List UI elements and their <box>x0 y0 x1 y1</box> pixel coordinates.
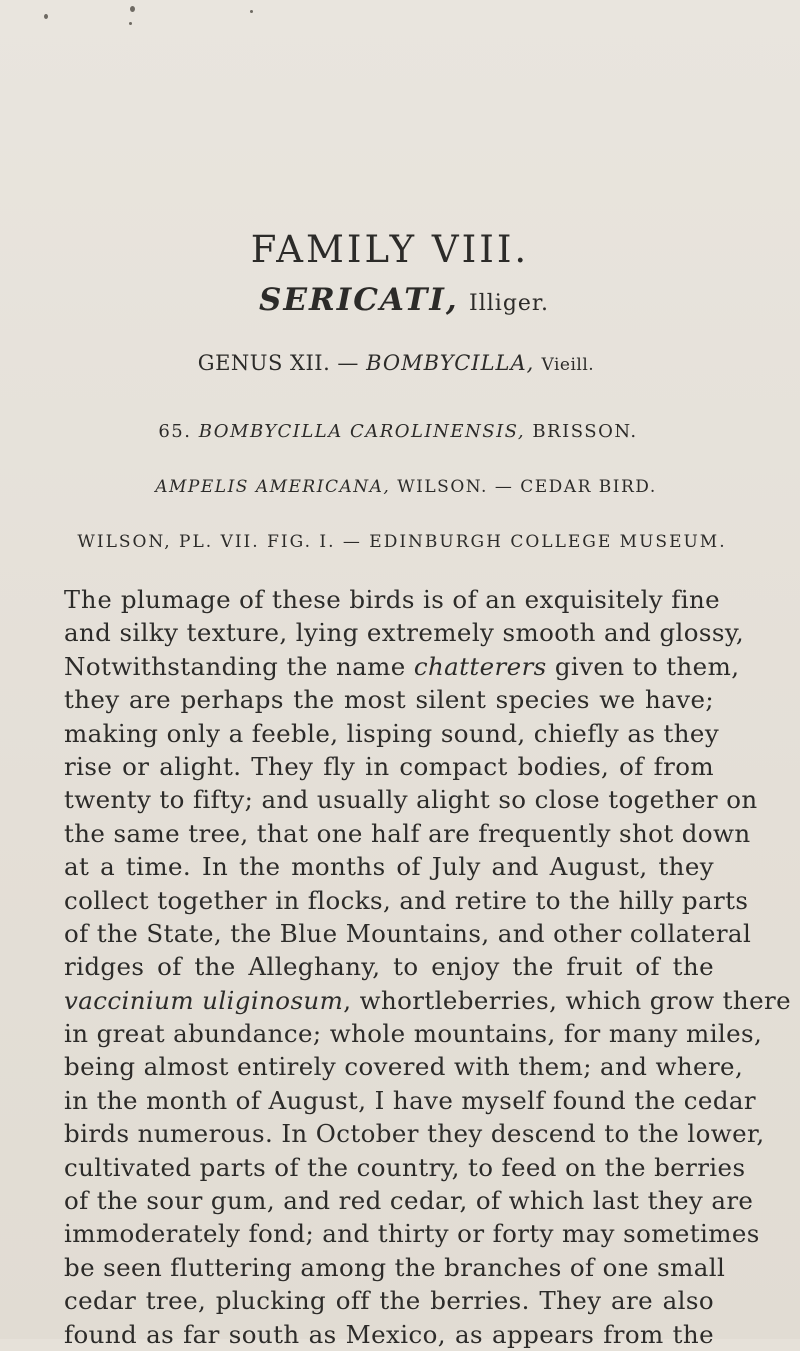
text-line <box>64 884 749 917</box>
species-author: BRISSON. <box>532 421 638 442</box>
text-span: cultivated parts of the country, to feed on the berries <box>64 1152 746 1182</box>
synonym-heading <box>6 477 800 497</box>
text-span: found as far south as Mexico, as appears from the <box>64 1319 714 1349</box>
paper-speck <box>44 14 48 19</box>
text-line <box>64 1151 746 1184</box>
text-line <box>64 917 752 950</box>
text-span: cedar tree, plucking off the berries. They are also <box>64 1286 714 1316</box>
text-span: of the sour gum, and red cedar, of which last they are <box>64 1186 754 1216</box>
reference-line <box>2 532 800 552</box>
text-line <box>64 1184 754 1217</box>
text-line <box>64 1117 765 1150</box>
order-name: SERICATI, <box>258 282 459 318</box>
text-line <box>64 1084 757 1117</box>
text-span: birds numerous. In October they descend to the lower, <box>64 1119 765 1149</box>
text-line <box>64 950 714 983</box>
text-span: , whortleberries, which grow there <box>343 985 792 1015</box>
text-span: being almost entirely covered with them; and where, <box>64 1052 744 1082</box>
genus-heading <box>0 351 796 375</box>
text-span: in great abundance; whole mountains, for many miles, <box>64 1019 763 1049</box>
paper-speck <box>250 10 253 13</box>
text-line <box>64 1217 760 1250</box>
text-span: given to them, <box>546 651 740 681</box>
paper-speck <box>130 6 135 12</box>
text-span: rise or alight. They fly in compact bodies, of from <box>64 751 714 781</box>
text-span: twenty to fifty; and usually alight so close together on <box>64 785 758 815</box>
italic-term: vaccinium uliginosum <box>64 985 344 1015</box>
text-span: of the State, the Blue Mountains, and other collateral <box>64 918 752 948</box>
text-line <box>64 984 792 1017</box>
order-author: Illiger. <box>469 291 550 316</box>
text-line <box>64 1050 744 1083</box>
genus-author: Vieill. <box>541 355 595 375</box>
text-span: collect together in flocks, and retire to the hilly parts <box>64 885 749 915</box>
text-line <box>64 783 758 816</box>
species-heading <box>0 421 798 442</box>
text-span: making only a feeble, lisping sound, chiefly as they <box>64 718 720 748</box>
family-heading <box>0 228 790 271</box>
synonym-name: AMPELIS AMERICANA, <box>155 477 391 497</box>
text-span: at a time. In the months of July and August, they <box>64 852 714 882</box>
text-line <box>64 583 721 616</box>
drop-word: The <box>64 586 113 614</box>
text-span: plumage of these birds is of an exquisitely fine <box>112 585 721 614</box>
text-line <box>64 683 714 716</box>
text-line <box>64 817 751 850</box>
text-span: and silky texture, lying extremely smooth and glossy, <box>64 618 745 648</box>
body-paragraph <box>64 583 792 1351</box>
text-line <box>64 1318 714 1351</box>
text-line <box>64 850 714 883</box>
text-span: be seen fluttering among the branches of one small <box>64 1252 726 1282</box>
text-line <box>64 750 714 783</box>
italic-term: chatterers <box>413 651 547 681</box>
text-span: ridges of the Alleghany, to enjoy the fruit of the <box>64 952 714 982</box>
text-span: they are perhaps the most silent species we have; <box>64 685 714 715</box>
species-number: 65. <box>158 421 192 442</box>
paper-speck <box>129 22 132 25</box>
genus-prefix: GENUS XII. — <box>197 351 367 375</box>
reference-text: WILSON, PL. VII. FIG. I. — EDINBURGH COLLEGE MUSEUM. <box>77 532 727 552</box>
text-line <box>64 1284 714 1317</box>
text-line <box>64 1251 726 1284</box>
text-span: in the month of August, I have myself found the cedar <box>64 1085 757 1115</box>
order-heading <box>4 282 800 318</box>
text-line <box>64 717 720 750</box>
text-span: immoderately fond; and thirty or forty may sometimes <box>64 1219 760 1249</box>
synonym-rest: WILSON. — CEDAR BIRD. <box>397 477 657 497</box>
species-name: BOMBYCILLA CAROLINENSIS, <box>198 421 526 442</box>
text-line <box>64 650 740 683</box>
text-line <box>64 616 745 649</box>
text-span: the same tree, that one half are frequently shot down <box>64 818 751 848</box>
genus-name: BOMBYCILLA, <box>366 351 535 375</box>
text-line <box>64 1017 763 1050</box>
text-span: Notwithstanding the name <box>64 651 414 681</box>
family-title: FAMILY VIII. <box>250 228 530 271</box>
